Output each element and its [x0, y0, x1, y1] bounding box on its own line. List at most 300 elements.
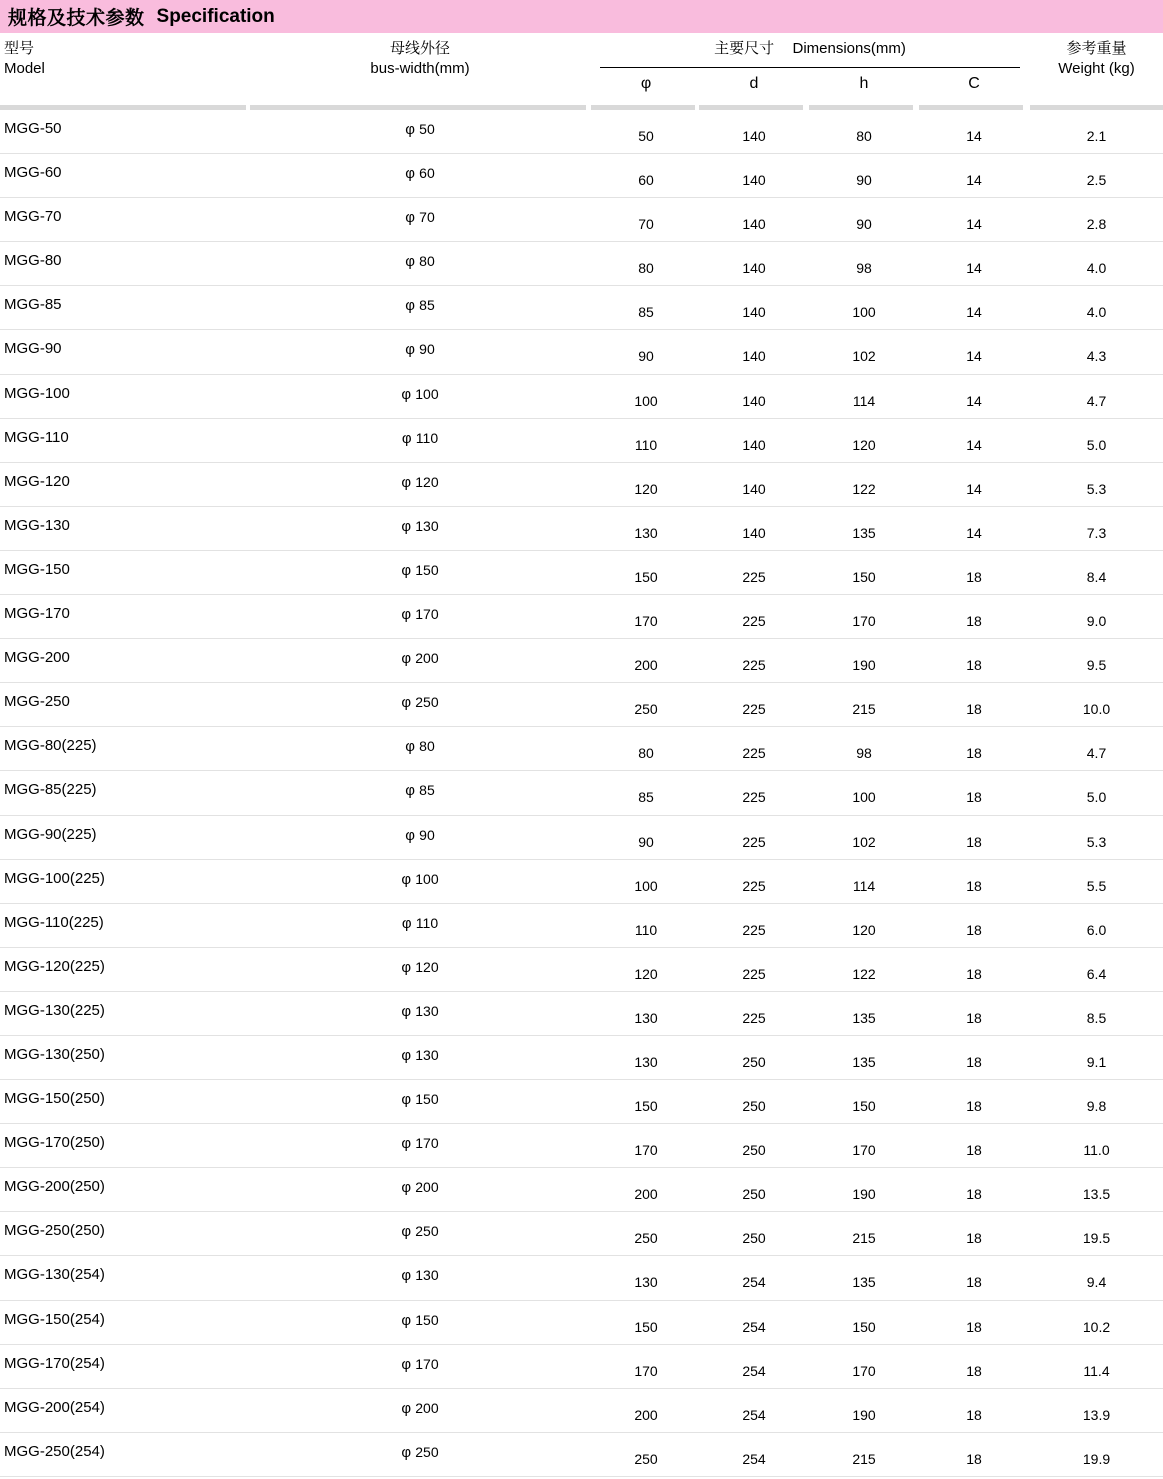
cell-c: 14 [966, 172, 982, 189]
cell-d: 140 [742, 260, 766, 277]
cell-weight: 2.1 [1086, 128, 1107, 144]
cell-weight: 4.0 [1086, 260, 1107, 277]
title-bar [0, 0, 1163, 33]
cell-c: 14 [966, 260, 982, 277]
phi-symbol: φ [405, 121, 420, 138]
cell-phi: 100 [634, 392, 658, 409]
table-row [0, 683, 1163, 727]
column-header-dimensions-cn: 主要尺寸 [714, 40, 775, 57]
phi-symbol: φ [401, 385, 416, 403]
phi-symbol: φ [401, 1179, 416, 1197]
cell-weight: 13.9 [1082, 1406, 1111, 1423]
cell-c: 18 [966, 657, 982, 674]
cell-phi: 90 [638, 833, 654, 850]
cell-weight: 8.5 [1086, 1009, 1107, 1026]
cell-weight: 4.3 [1086, 348, 1107, 365]
cell-bus-width-value: 130 [415, 1267, 439, 1284]
cell-c: 18 [966, 568, 982, 585]
cell-bus-width-value: 85 [419, 782, 435, 799]
cell-bus-width-value: 80 [419, 253, 435, 270]
cell-h: 135 [852, 1053, 876, 1070]
cell-weight: 9.0 [1086, 613, 1107, 630]
cell-phi: 110 [634, 436, 658, 453]
cell-h: 122 [852, 480, 876, 497]
cell-d: 254 [742, 1274, 766, 1291]
cell-c: 18 [966, 1406, 982, 1423]
column-header-bus-width [250, 39, 590, 80]
table-row [0, 1433, 1163, 1477]
cell-model: MGG-120 [4, 472, 70, 490]
table-row [0, 904, 1163, 948]
cell-c: 14 [966, 436, 982, 453]
cell-d: 225 [742, 921, 766, 938]
column-header-model-cn: 型号 [4, 40, 35, 57]
cell-model: MGG-100 [4, 384, 70, 402]
cell-bus-width [250, 165, 590, 182]
cell-bus-width [250, 959, 590, 976]
cell-bus-width-value: 110 [415, 429, 439, 446]
cell-h: 150 [852, 568, 876, 585]
cell-bus-width-value: 150 [415, 1311, 439, 1328]
cell-phi: 80 [638, 260, 654, 277]
cell-model: MGG-170 [4, 605, 70, 623]
phi-symbol: φ [401, 1267, 416, 1285]
cell-phi: 130 [634, 1053, 658, 1070]
cell-model: MGG-130 [4, 516, 70, 534]
cell-c: 14 [966, 304, 982, 321]
cell-weight: 9.1 [1086, 1053, 1107, 1070]
table-row [0, 595, 1163, 639]
cell-d: 140 [742, 480, 766, 497]
phi-symbol: φ [401, 517, 416, 535]
cell-h: 135 [852, 524, 876, 541]
cell-weight: 11.4 [1083, 1362, 1110, 1379]
cell-bus-width-value: 170 [415, 1135, 439, 1152]
table-row [0, 771, 1163, 815]
cell-weight: 10.2 [1082, 1318, 1111, 1335]
column-header-h: h [859, 75, 869, 92]
table-row [0, 1256, 1163, 1300]
cell-c: 18 [966, 789, 982, 806]
cell-c: 18 [966, 1053, 982, 1070]
cell-bus-width [250, 915, 590, 932]
cell-c: 18 [966, 965, 982, 982]
cell-h: 90 [856, 172, 872, 189]
cell-bus-width-value: 120 [415, 473, 439, 490]
cell-h: 170 [852, 1362, 876, 1379]
table-row [0, 1345, 1163, 1389]
cell-phi: 70 [638, 216, 654, 233]
cell-d: 140 [742, 348, 766, 365]
cell-phi: 200 [634, 1406, 658, 1423]
cell-bus-width [250, 1356, 590, 1373]
cell-model: MGG-110(225) [4, 913, 104, 931]
table-row [0, 860, 1163, 904]
cell-bus-width [250, 1047, 590, 1064]
column-header-d: d [749, 75, 759, 92]
cell-c: 14 [966, 348, 982, 365]
phi-symbol: φ [401, 1355, 416, 1373]
cell-bus-width [250, 297, 590, 314]
cell-h: 150 [852, 1318, 876, 1335]
cell-bus-width [250, 1223, 590, 1240]
cell-model: MGG-150 [4, 560, 70, 578]
cell-phi: 170 [634, 1362, 658, 1379]
phi-symbol: φ [401, 473, 416, 491]
table-row [0, 551, 1163, 595]
cell-c: 14 [966, 216, 982, 233]
cell-weight: 4.7 [1086, 745, 1107, 762]
cell-d: 225 [742, 613, 766, 630]
cell-d: 225 [742, 789, 766, 806]
cell-d: 225 [742, 833, 766, 850]
cell-weight: 2.5 [1086, 172, 1107, 189]
cell-bus-width [250, 1400, 590, 1417]
cell-bus-width [250, 827, 590, 844]
cell-phi: 200 [634, 657, 658, 674]
column-header-dimensions-en: Dimensions(mm) [792, 40, 906, 57]
cell-bus-width-value: 80 [419, 738, 435, 755]
phi-symbol: φ [401, 1135, 416, 1153]
cell-phi: 130 [634, 1274, 658, 1291]
phi-symbol: φ [401, 1399, 416, 1417]
table-row [0, 816, 1163, 860]
column-header-dimensions [590, 37, 1030, 58]
phi-symbol: φ [401, 650, 416, 668]
cell-d: 250 [742, 1186, 766, 1203]
cell-bus-width [250, 650, 590, 667]
cell-bus-width-value: 120 [415, 958, 439, 975]
cell-bus-width-value: 150 [415, 561, 439, 578]
cell-c: 14 [966, 128, 982, 144]
cell-c: 18 [966, 1009, 982, 1026]
cell-weight: 6.4 [1086, 965, 1107, 982]
table-row [0, 330, 1163, 374]
cell-bus-width-value: 60 [419, 165, 435, 182]
cell-h: 150 [852, 1098, 876, 1115]
cell-weight: 5.0 [1086, 789, 1107, 806]
cell-c: 18 [966, 745, 982, 762]
phi-symbol: φ [401, 694, 416, 712]
cell-weight: 9.4 [1086, 1274, 1107, 1291]
cell-model: MGG-85 [4, 296, 62, 314]
phi-symbol: φ [405, 341, 420, 359]
table-row [0, 375, 1163, 419]
phi-symbol: φ [401, 429, 416, 447]
cell-h: 98 [856, 745, 872, 762]
phi-symbol: φ [405, 826, 420, 844]
cell-phi: 250 [634, 1450, 658, 1467]
cell-c: 18 [966, 1186, 982, 1203]
cell-h: 102 [852, 833, 876, 850]
cell-h: 120 [852, 921, 876, 938]
cell-d: 254 [742, 1450, 766, 1467]
cell-d: 225 [742, 657, 766, 674]
cell-weight: 19.9 [1082, 1450, 1111, 1467]
cell-h: 170 [852, 613, 876, 630]
cell-phi: 80 [638, 745, 654, 762]
table-row [0, 1124, 1163, 1168]
table-row [0, 286, 1163, 330]
cell-phi: 85 [638, 789, 654, 806]
cell-h: 90 [856, 216, 872, 233]
cell-phi: 110 [634, 921, 658, 938]
cell-c: 18 [966, 1318, 982, 1335]
cell-phi: 60 [638, 172, 654, 189]
cell-bus-width-value: 170 [415, 606, 439, 623]
cell-bus-width [250, 1135, 590, 1152]
phi-symbol: φ [401, 1443, 416, 1461]
cell-model: MGG-90 [4, 340, 62, 358]
cell-phi: 150 [634, 1318, 658, 1335]
table-row [0, 1301, 1163, 1345]
cell-model: MGG-250 [4, 693, 70, 711]
cell-weight: 9.5 [1086, 657, 1107, 674]
cell-d: 140 [742, 392, 766, 409]
cell-model: MGG-250(250) [4, 1222, 105, 1240]
phi-symbol: φ [401, 1046, 416, 1064]
table-row [0, 1212, 1163, 1256]
cell-d: 225 [742, 1009, 766, 1026]
cell-model: MGG-120(225) [4, 957, 105, 975]
column-header-weight-en: Weight (kg) [1058, 60, 1135, 78]
cell-h: 135 [852, 1009, 876, 1026]
cell-phi: 90 [638, 348, 654, 365]
cell-model: MGG-150(254) [4, 1310, 105, 1328]
cell-bus-width [250, 694, 590, 711]
phi-symbol: φ [405, 738, 420, 756]
cell-h: 120 [852, 436, 876, 453]
page-title-cn: 规格及技术参数 [8, 8, 145, 29]
cell-phi: 170 [634, 613, 658, 630]
cell-h: 190 [852, 657, 876, 674]
cell-phi: 50 [638, 128, 654, 144]
cell-bus-width [250, 1444, 590, 1461]
phi-symbol: φ [401, 1002, 416, 1020]
cell-model: MGG-85(225) [4, 781, 97, 799]
cell-model: MGG-130(254) [4, 1266, 105, 1284]
table-row [0, 1080, 1163, 1124]
cell-phi: 250 [634, 1230, 658, 1247]
cell-model: MGG-130(250) [4, 1045, 105, 1063]
column-header-weight [1030, 39, 1163, 80]
cell-phi: 130 [634, 524, 658, 541]
phi-symbol: φ [405, 253, 420, 271]
cell-phi: 170 [634, 1142, 658, 1159]
cell-bus-width [250, 1267, 590, 1284]
cell-phi: 85 [638, 304, 654, 321]
cell-d: 140 [742, 304, 766, 321]
cell-bus-width [250, 1003, 590, 1020]
phi-symbol: φ [401, 870, 416, 888]
phi-symbol: φ [401, 606, 416, 624]
cell-phi: 120 [634, 965, 658, 982]
cell-bus-width-value: 90 [419, 826, 435, 843]
cell-model: MGG-200 [4, 649, 70, 667]
table-row [0, 639, 1163, 683]
cell-c: 18 [966, 1230, 982, 1247]
cell-d: 225 [742, 568, 766, 585]
cell-weight: 4.0 [1086, 304, 1107, 321]
cell-d: 250 [742, 1142, 766, 1159]
cell-model: MGG-80 [4, 252, 62, 270]
phi-symbol: φ [401, 1091, 416, 1109]
cell-phi: 130 [634, 1009, 658, 1026]
cell-bus-width-value: 250 [415, 1223, 439, 1240]
cell-c: 14 [966, 524, 982, 541]
table-row [0, 1168, 1163, 1212]
cell-c: 18 [966, 1362, 982, 1379]
cell-h: 114 [852, 877, 876, 894]
column-header-model-en: Model [4, 60, 45, 78]
cell-weight: 5.0 [1086, 436, 1107, 453]
cell-d: 140 [742, 216, 766, 233]
cell-bus-width-value: 200 [415, 1179, 439, 1196]
cell-d: 254 [742, 1362, 766, 1379]
cell-h: 98 [856, 260, 872, 277]
phi-symbol: φ [401, 1311, 416, 1329]
table-row [0, 463, 1163, 507]
cell-weight: 5.3 [1086, 833, 1107, 850]
cell-h: 215 [852, 1450, 876, 1467]
column-header-bus-en: bus-width(mm) [370, 60, 470, 78]
cell-h: 215 [852, 1230, 876, 1247]
phi-symbol: φ [405, 782, 420, 800]
cell-weight: 11.0 [1083, 1142, 1110, 1159]
table-row [0, 948, 1163, 992]
cell-phi: 250 [634, 701, 658, 718]
cell-weight: 7.3 [1086, 524, 1107, 541]
phi-symbol: φ [405, 165, 420, 183]
phi-symbol: φ [401, 958, 416, 976]
cell-d: 225 [742, 701, 766, 718]
cell-bus-width [250, 474, 590, 491]
column-header-phi: φ [640, 75, 652, 92]
cell-c: 18 [966, 1098, 982, 1115]
cell-phi: 150 [634, 568, 658, 585]
cell-bus-width [250, 562, 590, 579]
cell-bus-width-value: 150 [415, 1091, 439, 1108]
cell-bus-width [250, 253, 590, 270]
cell-phi: 200 [634, 1186, 658, 1203]
cell-c: 18 [966, 877, 982, 894]
cell-weight: 5.3 [1086, 480, 1107, 497]
table-row [0, 110, 1163, 154]
cell-weight: 6.0 [1086, 921, 1107, 938]
cell-bus-width-value: 90 [419, 341, 435, 358]
dimensions-underline [600, 67, 1020, 68]
cell-bus-width-value: 70 [419, 209, 435, 226]
cell-d: 250 [742, 1230, 766, 1247]
column-header-bus-cn: 母线外径 [389, 40, 450, 57]
column-header-c: C [968, 75, 980, 92]
cell-bus-width [250, 782, 590, 799]
cell-d: 225 [742, 745, 766, 762]
cell-bus-width [250, 430, 590, 447]
cell-model: MGG-50 [4, 120, 62, 137]
phi-symbol: φ [401, 914, 416, 932]
table-row [0, 198, 1163, 242]
cell-c: 14 [966, 480, 982, 497]
cell-c: 18 [966, 613, 982, 630]
table-row [0, 992, 1163, 1036]
cell-weight: 13.5 [1082, 1186, 1111, 1203]
cell-bus-width [250, 386, 590, 403]
cell-bus-width-value: 100 [415, 870, 439, 887]
cell-h: 190 [852, 1186, 876, 1203]
cell-h: 215 [852, 701, 876, 718]
table-row [0, 154, 1163, 198]
cell-bus-width-value: 110 [415, 914, 439, 931]
cell-phi: 100 [634, 877, 658, 894]
cell-c: 18 [966, 1450, 982, 1467]
cell-model: MGG-80(225) [4, 737, 97, 755]
cell-weight: 4.7 [1086, 392, 1107, 409]
table-row [0, 507, 1163, 551]
cell-weight: 5.5 [1086, 877, 1107, 894]
cell-d: 140 [742, 128, 766, 144]
cell-bus-width-value: 130 [415, 1046, 439, 1063]
cell-bus-width [250, 209, 590, 226]
cell-h: 80 [856, 128, 872, 144]
table-body [0, 110, 1163, 1477]
cell-phi: 120 [634, 480, 658, 497]
cell-bus-width-value: 130 [415, 517, 439, 534]
phi-symbol: φ [405, 209, 420, 227]
cell-d: 140 [742, 436, 766, 453]
cell-bus-width-value: 250 [415, 1443, 439, 1460]
cell-d: 140 [742, 172, 766, 189]
cell-d: 140 [742, 524, 766, 541]
cell-bus-width-value: 170 [415, 1355, 439, 1372]
cell-c: 18 [966, 921, 982, 938]
cell-model: MGG-60 [4, 164, 62, 182]
cell-model: MGG-100(225) [4, 869, 105, 887]
cell-h: 114 [852, 392, 876, 409]
cell-bus-width [250, 606, 590, 623]
cell-bus-width [250, 1312, 590, 1329]
cell-model: MGG-150(250) [4, 1090, 105, 1108]
cell-c: 18 [966, 1142, 982, 1159]
phi-symbol: φ [401, 561, 416, 579]
cell-model: MGG-130(225) [4, 1001, 105, 1019]
cell-d: 254 [742, 1406, 766, 1423]
cell-d: 250 [742, 1053, 766, 1070]
cell-h: 170 [852, 1142, 876, 1159]
table-header [0, 33, 1163, 110]
cell-bus-width-value: 85 [419, 297, 435, 314]
cell-model: MGG-110 [4, 428, 69, 446]
cell-h: 102 [852, 348, 876, 365]
cell-d: 250 [742, 1098, 766, 1115]
cell-bus-width-value: 100 [415, 385, 439, 402]
cell-bus-width-value: 200 [415, 1399, 439, 1416]
table-row [0, 1389, 1163, 1433]
cell-h: 122 [852, 965, 876, 982]
page-title-en: Specification [156, 5, 275, 27]
cell-bus-width [250, 1091, 590, 1108]
cell-weight: 9.8 [1086, 1098, 1107, 1115]
cell-bus-width [250, 121, 590, 138]
cell-bus-width [250, 518, 590, 535]
cell-phi: 150 [634, 1098, 658, 1115]
cell-bus-width-value: 130 [415, 1002, 439, 1019]
cell-c: 18 [966, 1274, 982, 1291]
cell-weight: 8.4 [1086, 568, 1107, 585]
cell-bus-width [250, 1179, 590, 1196]
cell-weight: 2.8 [1086, 216, 1107, 233]
cell-bus-width [250, 871, 590, 888]
